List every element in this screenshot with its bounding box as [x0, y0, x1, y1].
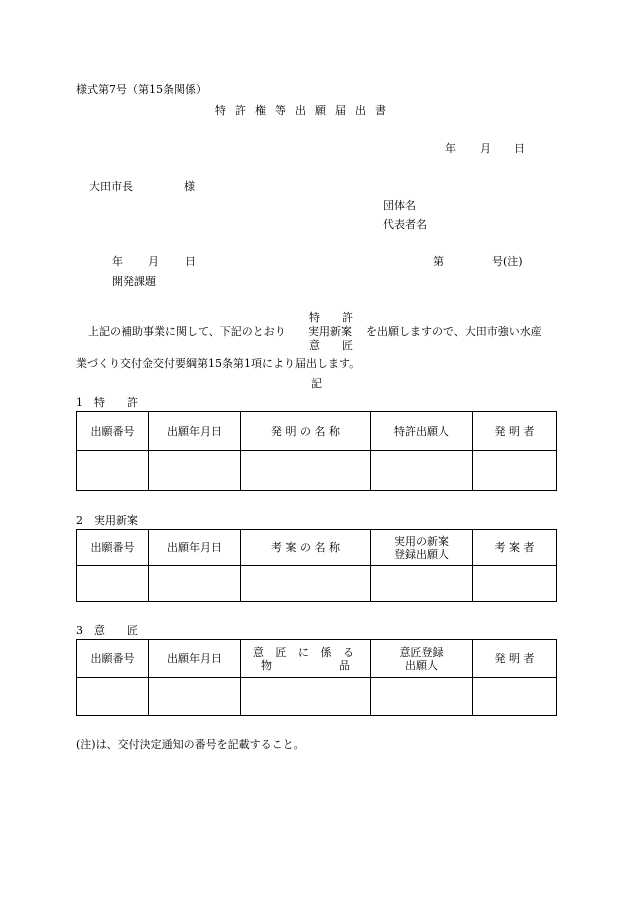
ki-label: 記 — [311, 377, 322, 390]
addressee-honorific: 様 — [184, 180, 195, 193]
cell-patent-applicant[interactable] — [371, 451, 473, 491]
cell-inventor[interactable] — [473, 678, 557, 716]
decision-go: 号(注) — [492, 255, 523, 268]
section-1-heading: 1 特 許 — [76, 396, 138, 409]
section-3-heading: 3 意 匠 — [76, 624, 138, 637]
applicant-org-label: 団体名 — [383, 199, 416, 212]
header-design-article-hin: 品 — [339, 658, 350, 672]
header-design-article-mono: 物 — [261, 658, 272, 672]
cell-utility-applicant[interactable] — [371, 566, 473, 602]
option-tokkyo: 特 許 — [309, 311, 353, 324]
header-design-article-line1: 意 匠 に 係 る — [253, 645, 358, 659]
header-invention-name: 発 明 の 名 称 — [241, 412, 371, 451]
header-utility-applicant-line2: 登録出願人 — [394, 547, 449, 561]
cell-application-date[interactable] — [149, 566, 241, 602]
header-design-applicant-line1: 意匠登録 — [399, 645, 444, 659]
header-application-number: 出願番号 — [77, 530, 149, 566]
decision-day: 日 — [185, 255, 196, 268]
cell-design-applicant[interactable] — [371, 678, 473, 716]
cell-application-number[interactable] — [77, 566, 149, 602]
header-device-name: 考 案 の 名 称 — [241, 530, 371, 566]
header-application-number: 出願番号 — [77, 412, 149, 451]
date-year: 年 — [445, 142, 456, 155]
body-line2: 業づくり交付金交付要綱第15条第1項により届出します。 — [76, 357, 361, 370]
header-design-applicant-line2: 出願人 — [405, 658, 438, 672]
section-2-table — [76, 529, 557, 602]
header-application-date: 出願年月日 — [149, 530, 241, 566]
body-post: を出願しますので、大田市強い水産 — [366, 325, 542, 338]
decision-year: 年 — [112, 255, 123, 268]
addressee-name: 大田市長 — [89, 180, 133, 193]
header-inventor: 発 明 者 — [473, 640, 557, 678]
decision-month: 月 — [148, 255, 159, 268]
form-number: 様式第7号（第15条関係） — [76, 83, 207, 96]
footnote: (注)は、交付決定通知の番号を記載すること。 — [76, 738, 305, 751]
header-application-number: 出願番号 — [77, 640, 149, 678]
header-application-date: 出願年月日 — [149, 640, 241, 678]
cell-device-name[interactable] — [241, 566, 371, 602]
header-deviser: 考 案 者 — [473, 530, 557, 566]
cell-application-date[interactable] — [149, 678, 241, 716]
header-utility-applicant — [371, 530, 473, 566]
date-month: 月 — [480, 142, 491, 155]
project-label: 開発課題 — [112, 275, 156, 288]
header-design-article-line2 — [241, 659, 370, 672]
option-jitsuyo: 実用新案 — [308, 325, 352, 338]
section-2-heading: 2 実用新案 — [76, 514, 138, 527]
page-title: 特許権等出願届出書 — [215, 104, 395, 117]
header-application-date: 出願年月日 — [149, 412, 241, 451]
cell-inventor[interactable] — [473, 451, 557, 491]
cell-application-date[interactable] — [149, 451, 241, 491]
header-utility-applicant-line1: 実用の新案 — [394, 534, 449, 548]
cell-deviser[interactable] — [473, 566, 557, 602]
section-3-table — [76, 639, 557, 716]
header-design-applicant — [371, 640, 473, 678]
section-1-table — [76, 411, 557, 491]
date-day: 日 — [514, 142, 525, 155]
header-inventor: 発 明 者 — [473, 412, 557, 451]
header-patent-applicant: 特許出願人 — [371, 412, 473, 451]
body-pre: 上記の補助事業に関して、下記のとおり — [88, 325, 286, 338]
header-design-article — [241, 640, 371, 678]
applicant-rep-label: 代表者名 — [383, 218, 427, 231]
cell-invention-name[interactable] — [241, 451, 371, 491]
cell-design-article[interactable] — [241, 678, 371, 716]
cell-application-number[interactable] — [77, 451, 149, 491]
option-isho: 意 匠 — [309, 339, 353, 352]
decision-dai: 第 — [433, 255, 444, 268]
cell-application-number[interactable] — [77, 678, 149, 716]
